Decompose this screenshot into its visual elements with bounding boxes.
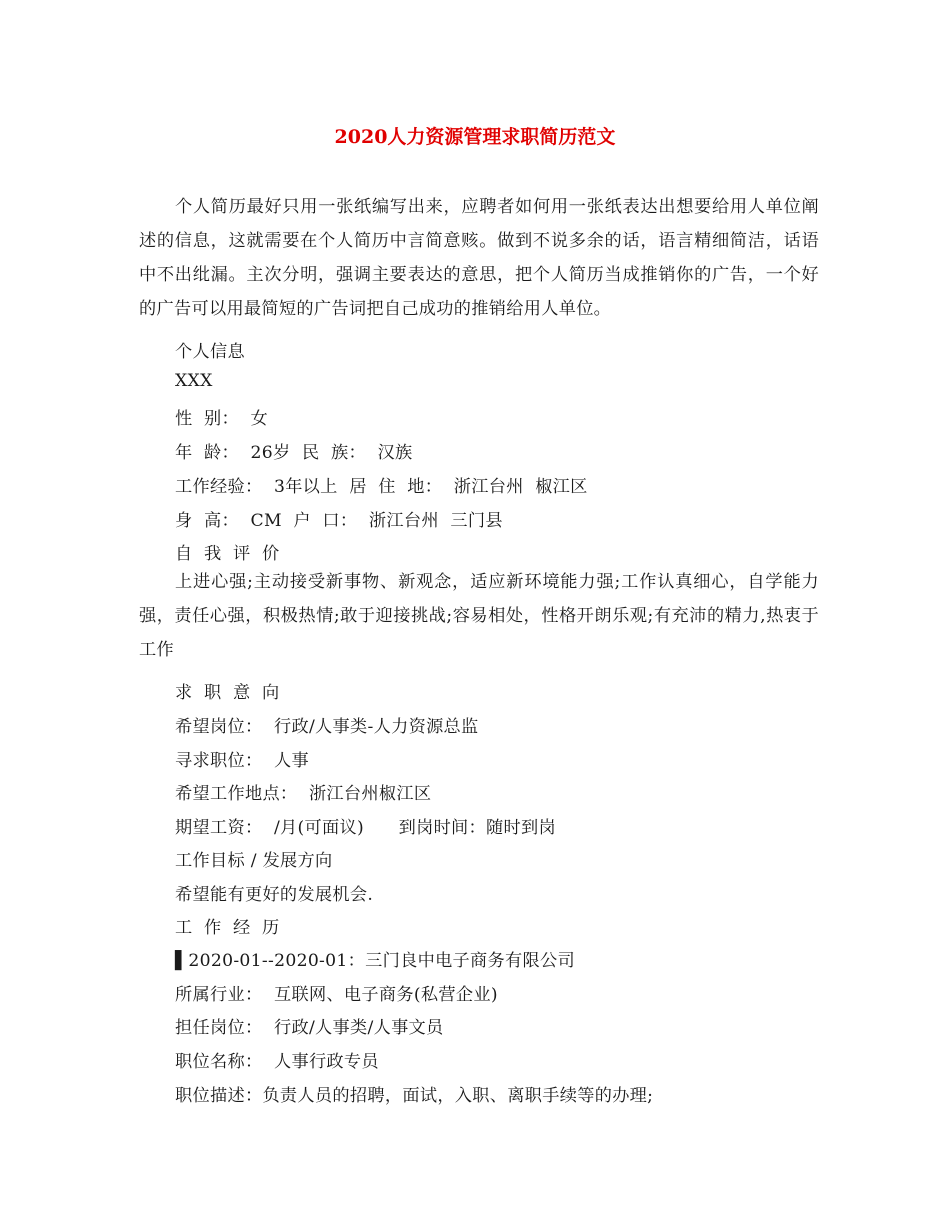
- bullet-mark: ▌: [175, 951, 189, 971]
- self-evaluation-text: 上进心强;主动接受新事物、新观念，适应新环境能力强;工作认真细心，自学能力强，责任心强，积极热情;敢于迎接挑战;容易相处，性格开朗乐观;有充沛的精力,热衷于工作: [139, 572, 819, 660]
- desired-position-line: 希望岗位： 行政/人事类-人力资源总监: [175, 717, 479, 737]
- age-ethnicity-line: 年 龄： 26岁 民 族： 汉族: [175, 443, 413, 463]
- sought-position-line: 寻求职位： 人事: [175, 751, 309, 771]
- gender-line: 性 别： 女: [175, 409, 269, 429]
- work-experience-heading: 工 作 经 历: [175, 918, 280, 938]
- intro-paragraph: 个人简历最好只用一张纸编写出来，应聘者如何用一张纸表达出想要给用人单位阐述的信息，这就需要在个人简历中言简意赅。做到不说多余的话，语言精细简洁，话语中不出纰漏。主次分明，强调主要表达的意思，把个人简历当成推销你的广告，一个好的广告可以用最简短的广告词把自己成功的推销给用人单位。: [139, 197, 819, 319]
- document-title: 2020人力资源管理求职简历范文: [334, 126, 616, 148]
- job-description-line: 职位描述：负责人员的招聘，面试，入职、离职手续等的办理;: [175, 1086, 654, 1106]
- goal-text: 希望能有更好的发展机会.: [175, 885, 374, 905]
- job-title-line: 职位名称： 人事行政专员: [175, 1052, 379, 1072]
- job-period-line: [175, 946, 575, 971]
- height-hukou-line: 身 高： CM 户 口： 浙江台州 三门县: [175, 511, 503, 531]
- personal-info-heading: 个人信息: [175, 342, 245, 362]
- self-evaluation-heading: 自 我 评 价: [175, 544, 280, 564]
- job-intent-heading: 求 职 意 向: [175, 683, 280, 703]
- desired-location-line: 希望工作地点： 浙江台州椒江区: [175, 784, 432, 804]
- post-line: 担任岗位： 行政/人事类/人事文员: [175, 1018, 444, 1038]
- goal-heading: 工作目标 / 发展方向: [175, 851, 333, 871]
- salary-availability-line: 期望工资： /月(可面议) 到岗时间：随时到岗: [175, 818, 556, 838]
- job-period-text: 2020-01--2020-01：三门良中电子商务有限公司: [188, 951, 575, 971]
- experience-residence-line: 工作经验： 3年以上 居 住 地： 浙江台州 椒江区: [175, 477, 588, 497]
- industry-line: 所属行业： 互联网、电子商务(私营企业): [175, 985, 498, 1005]
- name-value: XXX: [175, 371, 213, 391]
